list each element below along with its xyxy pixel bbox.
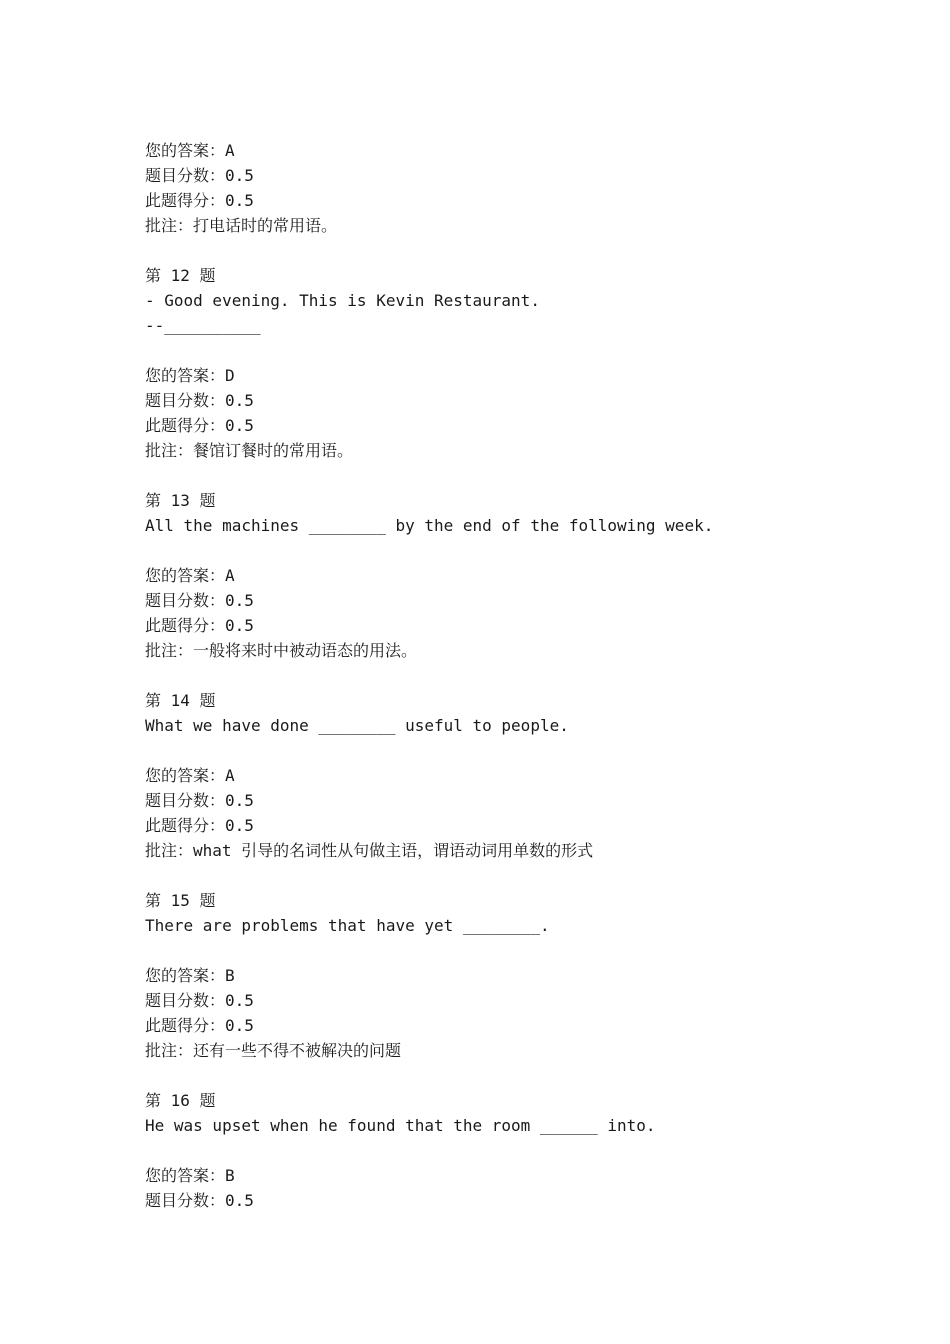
- question-title: 第 14 题: [145, 691, 216, 710]
- question-score: 题目分数：0.5: [145, 391, 254, 410]
- spacer: [145, 863, 905, 888]
- spacer: [145, 738, 905, 763]
- question-13: [145, 488, 905, 663]
- question-text: There are problems that have yet ________.: [145, 916, 550, 935]
- earned-score: 此题得分：0.5: [145, 191, 254, 210]
- spacer: [145, 238, 905, 263]
- question-text: - Good evening. This is Kevin Restaurant.: [145, 291, 540, 310]
- question-12: [145, 263, 905, 463]
- question-title: 第 12 题: [145, 266, 216, 285]
- your-answer: 您的答案：B: [145, 1166, 235, 1185]
- earned-score: 此题得分：0.5: [145, 616, 254, 635]
- question-text: He was upset when he found that the room ______ into.: [145, 1116, 656, 1135]
- spacer: [145, 1063, 905, 1088]
- earned-score: 此题得分：0.5: [145, 1016, 254, 1035]
- question-15: [145, 888, 905, 1063]
- question-title: 第 16 题: [145, 1091, 216, 1110]
- question-score: 题目分数：0.5: [145, 991, 254, 1010]
- question-score: 题目分数：0.5: [145, 166, 254, 185]
- spacer: [145, 663, 905, 688]
- question-text: All the machines ________ by the end of the following week.: [145, 516, 714, 535]
- earned-score: 此题得分：0.5: [145, 416, 254, 435]
- question-title: 第 15 题: [145, 891, 216, 910]
- spacer: [145, 1138, 905, 1163]
- your-answer: 您的答案：A: [145, 766, 235, 785]
- question-title: 第 13 题: [145, 491, 216, 510]
- your-answer: 您的答案：B: [145, 966, 235, 985]
- comment: 批注：还有一些不得不被解决的问题: [145, 1041, 402, 1060]
- question-score: 题目分数：0.5: [145, 791, 254, 810]
- spacer: [145, 938, 905, 963]
- question-11-result: [145, 138, 905, 238]
- question-16: [145, 1088, 905, 1213]
- comment: 批注：what 引导的名词性从句做主语，谓语动词用单数的形式: [145, 841, 594, 860]
- spacer: [145, 338, 905, 363]
- question-score: 题目分数：0.5: [145, 1191, 254, 1210]
- comment: 批注：一般将来时中被动语态的用法。: [145, 641, 418, 660]
- your-answer: 您的答案：D: [145, 366, 235, 385]
- earned-score: 此题得分：0.5: [145, 816, 254, 835]
- your-answer: 您的答案：A: [145, 141, 235, 160]
- spacer: [145, 538, 905, 563]
- your-answer: 您的答案：A: [145, 566, 235, 585]
- question-text: --__________: [145, 316, 261, 335]
- question-score: 题目分数：0.5: [145, 591, 254, 610]
- question-14: [145, 688, 905, 863]
- question-text: What we have done ________ useful to people.: [145, 716, 569, 735]
- document-page: [145, 138, 905, 1213]
- spacer: [145, 463, 905, 488]
- comment: 批注：打电话时的常用语。: [145, 216, 338, 235]
- comment: 批注：餐馆订餐时的常用语。: [145, 441, 354, 460]
